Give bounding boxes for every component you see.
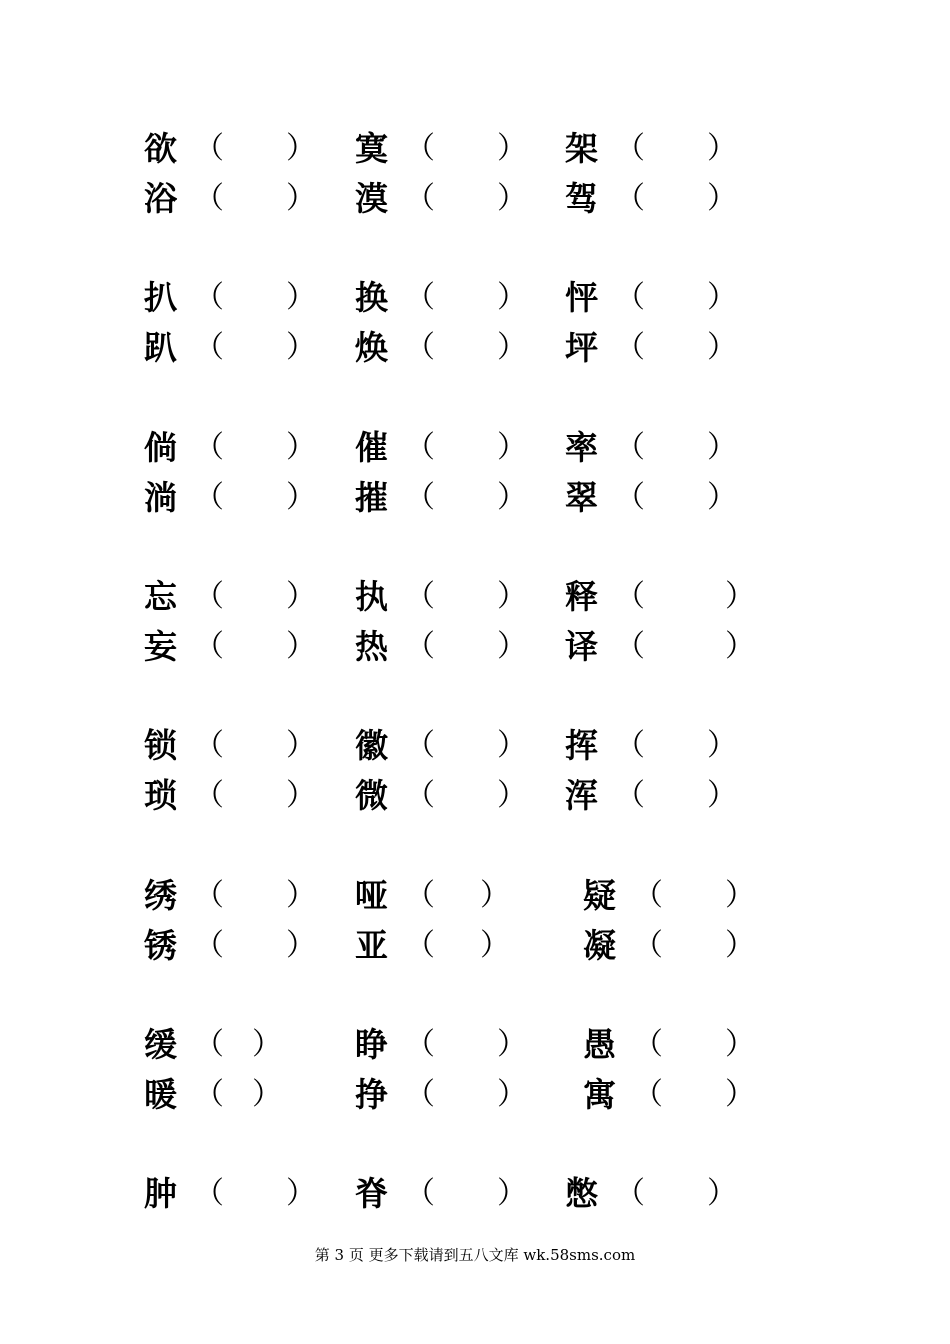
open-paren: （ — [615, 728, 645, 763]
answer-blank[interactable] — [665, 928, 721, 964]
close-paren: ） — [725, 928, 755, 963]
char-cell — [144, 476, 334, 520]
answer-blank[interactable] — [226, 778, 282, 814]
close-paren: ） — [286, 181, 316, 216]
char-row — [0, 1023, 950, 1067]
open-paren: （ — [633, 1077, 663, 1112]
char-label: 换 — [355, 278, 388, 317]
answer-blank[interactable] — [226, 480, 282, 516]
char-cell — [355, 127, 545, 171]
open-paren: （ — [615, 480, 645, 515]
close-paren: ） — [286, 430, 316, 465]
open-paren: （ — [405, 778, 435, 813]
close-paren: ） — [252, 1077, 282, 1112]
char-label: 架 — [565, 129, 598, 168]
close-paren: ） — [497, 430, 527, 465]
close-paren: ） — [707, 181, 737, 216]
char-cell — [565, 177, 755, 221]
close-paren: ） — [252, 1027, 282, 1062]
char-cell — [144, 575, 334, 619]
open-paren: （ — [405, 1077, 435, 1112]
char-label: 挣 — [355, 1075, 388, 1114]
answer-blank[interactable] — [226, 1176, 282, 1212]
char-label: 脊 — [355, 1174, 388, 1213]
char-label: 寞 — [355, 129, 388, 168]
char-label: 淌 — [144, 478, 177, 517]
char-label: 愚 — [583, 1025, 616, 1064]
char-label: 妄 — [144, 627, 177, 666]
char-row — [0, 476, 950, 520]
close-paren: ） — [286, 778, 316, 813]
close-paren: ） — [707, 778, 737, 813]
close-paren: ） — [707, 131, 737, 166]
char-cell — [355, 1073, 545, 1117]
char-label: 浑 — [565, 776, 598, 815]
answer-blank[interactable] — [437, 1077, 493, 1113]
answer-blank[interactable] — [647, 430, 703, 466]
close-paren: ） — [286, 280, 316, 315]
close-paren: ） — [725, 1027, 755, 1062]
close-paren: ） — [497, 1077, 527, 1112]
answer-blank[interactable] — [647, 181, 703, 217]
answer-blank[interactable] — [437, 280, 493, 316]
answer-blank[interactable] — [226, 1027, 248, 1063]
char-row — [0, 724, 950, 768]
close-paren: ） — [480, 878, 510, 913]
close-paren: ） — [497, 629, 527, 664]
close-paren: ） — [707, 1176, 737, 1211]
char-label: 微 — [355, 776, 388, 815]
close-paren: ） — [497, 579, 527, 614]
answer-blank[interactable] — [647, 778, 703, 814]
char-cell — [565, 625, 755, 669]
answer-blank[interactable] — [437, 928, 476, 964]
open-paren: （ — [194, 1176, 224, 1211]
char-label: 凝 — [583, 926, 616, 965]
close-paren: ） — [286, 131, 316, 166]
char-row — [0, 774, 950, 818]
char-cell — [355, 575, 545, 619]
answer-blank[interactable] — [437, 430, 493, 466]
answer-blank[interactable] — [647, 330, 703, 366]
open-paren: （ — [194, 1077, 224, 1112]
char-cell — [355, 724, 545, 768]
open-paren: （ — [194, 928, 224, 963]
close-paren: ） — [497, 131, 527, 166]
open-paren: （ — [194, 280, 224, 315]
char-label: 徽 — [355, 726, 388, 765]
char-label: 憋 — [565, 1174, 598, 1213]
answer-blank[interactable] — [437, 1176, 493, 1212]
char-cell — [144, 924, 334, 968]
char-label: 扒 — [144, 278, 177, 317]
char-cell — [355, 774, 545, 818]
close-paren: ） — [286, 579, 316, 614]
char-cell — [144, 177, 334, 221]
answer-blank[interactable] — [437, 330, 493, 366]
close-paren: ） — [707, 330, 737, 365]
open-paren: （ — [615, 430, 645, 465]
char-label: 率 — [565, 428, 598, 467]
char-cell — [144, 127, 334, 171]
char-row — [0, 1073, 950, 1117]
open-paren: （ — [194, 1027, 224, 1062]
answer-blank[interactable] — [226, 629, 282, 665]
char-cell — [144, 774, 334, 818]
answer-blank[interactable] — [647, 131, 703, 167]
char-cell — [583, 874, 773, 918]
char-cell — [565, 326, 755, 370]
char-label: 热 — [355, 627, 388, 666]
char-cell — [355, 177, 545, 221]
answer-blank[interactable] — [226, 280, 282, 316]
char-cell — [565, 774, 755, 818]
open-paren: （ — [615, 280, 645, 315]
answer-blank[interactable] — [437, 480, 493, 516]
close-paren: ） — [286, 629, 316, 664]
char-label: 肿 — [144, 1174, 177, 1213]
open-paren: （ — [405, 330, 435, 365]
char-label: 摧 — [355, 478, 388, 517]
answer-blank[interactable] — [665, 878, 721, 914]
char-cell — [565, 127, 755, 171]
char-label: 释 — [565, 577, 598, 616]
close-paren: ） — [725, 629, 755, 664]
char-cell — [583, 1073, 773, 1117]
char-cell — [355, 874, 545, 918]
open-paren: （ — [633, 878, 663, 913]
answer-blank[interactable] — [226, 1077, 248, 1113]
char-cell — [355, 426, 545, 470]
char-row — [0, 426, 950, 470]
open-paren: （ — [615, 629, 645, 664]
close-paren: ） — [286, 480, 316, 515]
open-paren: （ — [194, 480, 224, 515]
answer-blank[interactable] — [437, 778, 493, 814]
answer-blank[interactable] — [647, 1176, 703, 1212]
char-row — [0, 1172, 950, 1216]
char-label: 欲 — [144, 129, 177, 168]
open-paren: （ — [194, 579, 224, 614]
char-cell — [355, 1023, 545, 1067]
answer-blank[interactable] — [437, 1027, 493, 1063]
open-paren: （ — [615, 181, 645, 216]
char-row — [0, 326, 950, 370]
close-paren: ） — [707, 728, 737, 763]
char-label: 执 — [355, 577, 388, 616]
close-paren: ） — [707, 480, 737, 515]
open-paren: （ — [194, 181, 224, 216]
answer-blank[interactable] — [437, 131, 493, 167]
close-paren: ） — [707, 430, 737, 465]
char-label: 浴 — [144, 179, 177, 218]
char-cell — [355, 1172, 545, 1216]
char-label: 锁 — [144, 726, 177, 765]
char-label: 亚 — [355, 926, 388, 965]
close-paren: ） — [497, 330, 527, 365]
char-label: 译 — [565, 627, 598, 666]
char-label: 翠 — [565, 478, 598, 517]
answer-blank[interactable] — [665, 1077, 721, 1113]
close-paren: ） — [725, 1077, 755, 1112]
char-label: 漠 — [355, 179, 388, 218]
char-label: 哑 — [355, 876, 388, 915]
close-paren: ） — [286, 728, 316, 763]
char-cell — [355, 625, 545, 669]
open-paren: （ — [194, 629, 224, 664]
open-paren: （ — [194, 430, 224, 465]
char-row — [0, 874, 950, 918]
char-row — [0, 625, 950, 669]
char-cell — [144, 724, 334, 768]
close-paren: ） — [497, 778, 527, 813]
char-label: 缓 — [144, 1025, 177, 1064]
open-paren: （ — [405, 181, 435, 216]
char-label: 焕 — [355, 328, 388, 367]
answer-blank[interactable] — [437, 878, 476, 914]
open-paren: （ — [405, 728, 435, 763]
char-label: 暖 — [144, 1075, 177, 1114]
char-row — [0, 276, 950, 320]
open-paren: （ — [405, 280, 435, 315]
open-paren: （ — [615, 778, 645, 813]
open-paren: （ — [633, 1027, 663, 1062]
close-paren: ） — [707, 280, 737, 315]
answer-blank[interactable] — [665, 1027, 721, 1063]
char-cell — [144, 625, 334, 669]
open-paren: （ — [615, 579, 645, 614]
char-row — [0, 127, 950, 171]
char-cell — [144, 874, 334, 918]
char-label: 寓 — [583, 1075, 616, 1114]
answer-blank[interactable] — [647, 579, 721, 615]
char-cell — [565, 1172, 755, 1216]
char-cell — [355, 326, 545, 370]
close-paren: ） — [286, 878, 316, 913]
char-label: 挥 — [565, 726, 598, 765]
close-paren: ） — [725, 579, 755, 614]
char-cell — [355, 476, 545, 520]
char-label: 驾 — [565, 179, 598, 218]
answer-blank[interactable] — [226, 430, 282, 466]
char-cell — [355, 924, 545, 968]
open-paren: （ — [615, 131, 645, 166]
char-cell — [144, 1073, 334, 1117]
answer-blank[interactable] — [226, 728, 282, 764]
answer-blank[interactable] — [437, 728, 493, 764]
char-cell — [583, 1023, 773, 1067]
char-label: 催 — [355, 428, 388, 467]
answer-blank[interactable] — [226, 181, 282, 217]
char-row — [0, 924, 950, 968]
answer-blank[interactable] — [437, 629, 493, 665]
open-paren: （ — [405, 629, 435, 664]
open-paren: （ — [194, 878, 224, 913]
open-paren: （ — [405, 928, 435, 963]
open-paren: （ — [405, 1027, 435, 1062]
char-label: 锈 — [144, 926, 177, 965]
close-paren: ） — [497, 1176, 527, 1211]
open-paren: （ — [194, 330, 224, 365]
close-paren: ） — [497, 280, 527, 315]
char-cell — [144, 326, 334, 370]
char-row — [0, 177, 950, 221]
char-label: 疑 — [583, 876, 616, 915]
char-cell — [583, 924, 773, 968]
open-paren: （ — [405, 480, 435, 515]
char-label: 倘 — [144, 428, 177, 467]
page-footer: 第 3 页 更多下载请到五八文库 wk.58sms.com — [314, 1246, 636, 1264]
char-cell — [144, 1172, 334, 1216]
open-paren: （ — [615, 330, 645, 365]
answer-blank[interactable] — [647, 480, 703, 516]
open-paren: （ — [405, 579, 435, 614]
char-label: 怦 — [565, 278, 598, 317]
char-label: 琐 — [144, 776, 177, 815]
answer-blank[interactable] — [437, 181, 493, 217]
char-cell — [565, 575, 755, 619]
open-paren: （ — [405, 878, 435, 913]
answer-blank[interactable] — [226, 878, 282, 914]
close-paren: ） — [286, 330, 316, 365]
open-paren: （ — [405, 131, 435, 166]
close-paren: ） — [497, 728, 527, 763]
char-label: 趴 — [144, 328, 177, 367]
answer-blank[interactable] — [226, 131, 282, 167]
char-cell — [355, 276, 545, 320]
answer-blank[interactable] — [226, 330, 282, 366]
close-paren: ） — [497, 480, 527, 515]
char-cell — [565, 276, 755, 320]
char-cell — [565, 724, 755, 768]
char-cell — [565, 476, 755, 520]
open-paren: （ — [615, 1176, 645, 1211]
char-row — [0, 575, 950, 619]
char-label: 坪 — [565, 328, 598, 367]
char-label: 绣 — [144, 876, 177, 915]
open-paren: （ — [194, 778, 224, 813]
open-paren: （ — [194, 131, 224, 166]
open-paren: （ — [194, 728, 224, 763]
char-cell — [144, 1023, 334, 1067]
close-paren: ） — [286, 928, 316, 963]
char-cell — [565, 426, 755, 470]
answer-blank[interactable] — [647, 728, 703, 764]
answer-blank[interactable] — [226, 579, 282, 615]
open-paren: （ — [405, 1176, 435, 1211]
char-label: 睁 — [355, 1025, 388, 1064]
answer-blank[interactable] — [226, 928, 282, 964]
answer-blank[interactable] — [437, 579, 493, 615]
open-paren: （ — [633, 928, 663, 963]
close-paren: ） — [725, 878, 755, 913]
char-cell — [144, 426, 334, 470]
close-paren: ） — [497, 181, 527, 216]
answer-blank[interactable] — [647, 629, 721, 665]
close-paren: ） — [286, 1176, 316, 1211]
close-paren: ） — [497, 1027, 527, 1062]
char-cell — [144, 276, 334, 320]
open-paren: （ — [405, 430, 435, 465]
close-paren: ） — [480, 928, 510, 963]
answer-blank[interactable] — [647, 280, 703, 316]
char-label: 忘 — [144, 577, 177, 616]
